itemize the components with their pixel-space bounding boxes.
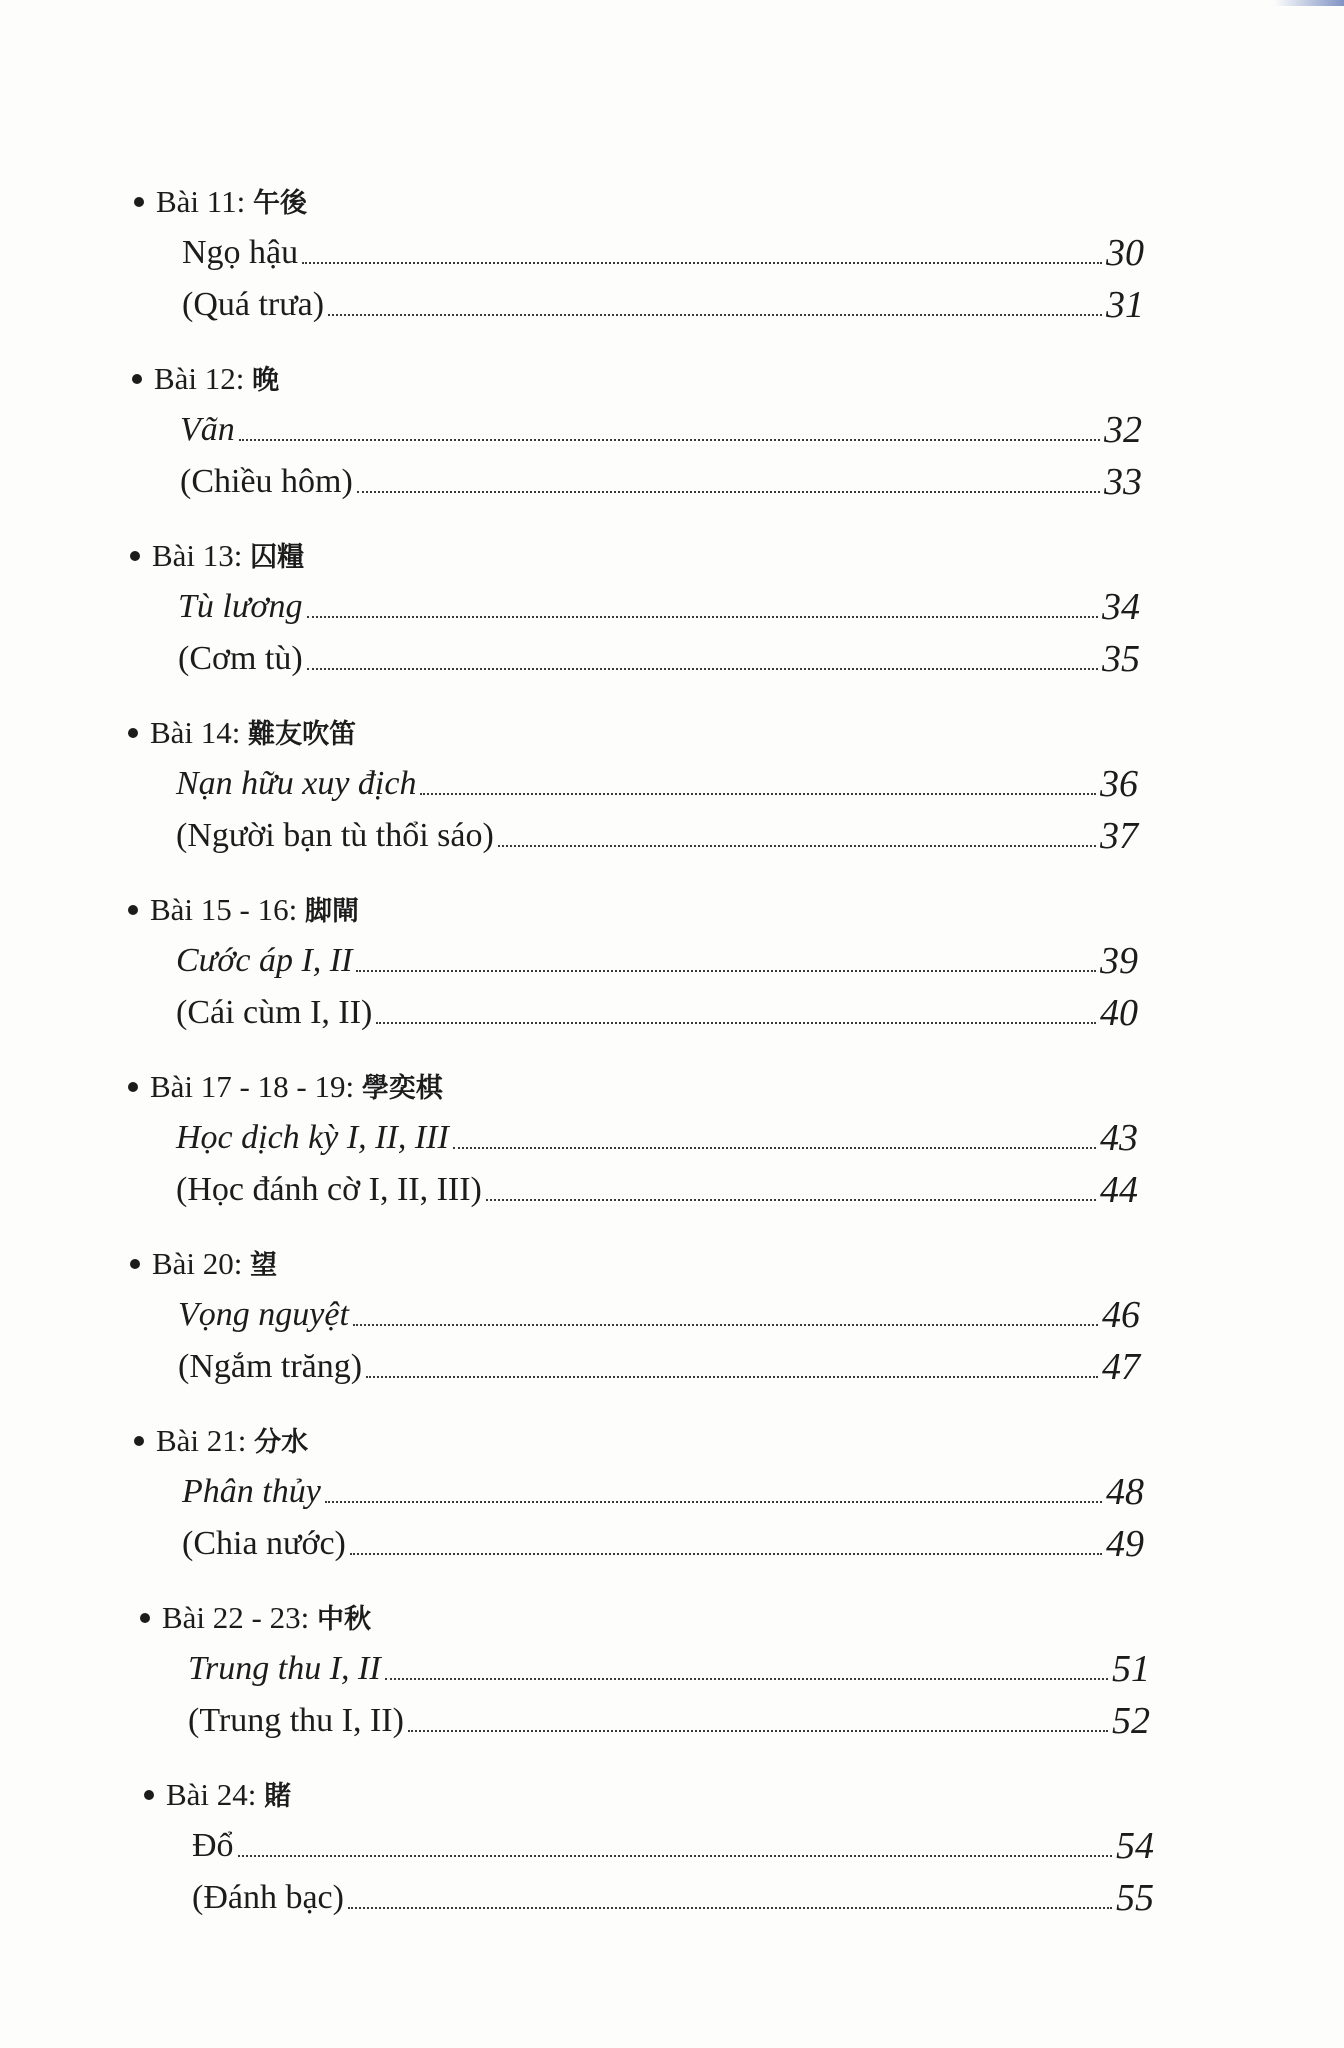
poem-translation: (Đánh bạc)	[192, 1879, 344, 1916]
poem-title: Phân thủy	[182, 1473, 321, 1510]
poem-title: Vãn	[180, 411, 235, 448]
poem-translation: (Trung thu I, II)	[188, 1702, 404, 1739]
dot-leader	[307, 616, 1098, 618]
poem-translation: (Học đánh cờ I, II, III)	[176, 1171, 482, 1208]
dot-leader	[353, 1324, 1098, 1326]
page-number: 36	[1100, 763, 1138, 805]
lesson-number: Bài 17 - 18 - 19:	[150, 1069, 355, 1104]
toc-entry	[140, 1584, 1150, 1761]
toc-line-title[interactable]	[182, 1465, 1144, 1513]
lesson-heading	[130, 1244, 277, 1286]
bullet-icon	[130, 1259, 140, 1269]
poem-title: Nạn hữu xuy địch	[176, 765, 417, 802]
bullet-icon	[144, 1790, 154, 1800]
dot-leader	[350, 1553, 1102, 1555]
lesson-heading	[130, 536, 304, 578]
page-number: 51	[1112, 1648, 1150, 1690]
toc-line-title[interactable]	[176, 1111, 1138, 1159]
lesson-heading	[134, 182, 307, 224]
poem-title: Vọng nguyệt	[178, 1296, 349, 1333]
toc-line-translation[interactable]	[178, 1340, 1140, 1388]
lesson-number: Bài 21:	[156, 1423, 247, 1458]
dot-leader	[486, 1199, 1096, 1201]
bullet-icon	[132, 374, 142, 384]
poem-translation: (Ngắm trăng)	[178, 1348, 363, 1385]
page-number: 39	[1100, 940, 1138, 982]
toc-entry	[130, 522, 1140, 699]
lesson-heading	[140, 1598, 371, 1640]
lesson-number: Bài 13:	[152, 538, 243, 573]
lesson-heading	[128, 1067, 443, 1109]
dot-leader	[498, 845, 1096, 847]
page-number: 34	[1102, 586, 1140, 628]
page-number: 48	[1106, 1471, 1144, 1513]
poem-title: Học dịch kỳ I, II, III	[176, 1119, 449, 1156]
lesson-heading	[128, 713, 356, 755]
toc-line-translation[interactable]	[182, 1517, 1144, 1565]
lesson-number: Bài 22 - 23:	[162, 1600, 310, 1635]
toc-line-title[interactable]	[188, 1642, 1150, 1690]
lesson-hanzi: 午後	[253, 188, 308, 219]
bullet-icon	[134, 1436, 144, 1446]
toc-entry	[132, 345, 1142, 522]
page-number: 47	[1102, 1346, 1140, 1388]
dot-leader	[420, 793, 1096, 795]
dot-leader	[357, 491, 1100, 493]
poem-title: Đổ	[192, 1827, 234, 1864]
toc-line-translation[interactable]	[178, 632, 1140, 680]
lesson-hanzi: 囚糧	[250, 542, 305, 573]
page-number: 49	[1106, 1523, 1144, 1565]
lesson-number: Bài 11:	[156, 184, 246, 219]
page-number: 44	[1100, 1169, 1138, 1211]
toc-entry	[134, 168, 1144, 345]
toc-line-title[interactable]	[178, 1288, 1140, 1336]
dot-leader	[239, 439, 1100, 441]
lesson-hanzi: 晚	[252, 365, 280, 396]
toc-line-translation[interactable]	[188, 1694, 1150, 1742]
lesson-hanzi: 脚閘	[305, 896, 359, 927]
poem-translation: (Cái cùm I, II)	[176, 994, 373, 1031]
lesson-hanzi: 學奕棋	[361, 1073, 443, 1104]
lesson-number: Bài 24:	[166, 1777, 257, 1812]
page-number: 30	[1106, 232, 1144, 274]
page-number: 32	[1104, 409, 1142, 451]
poem-title: Trung thu I, II	[188, 1650, 381, 1687]
bullet-icon	[128, 728, 138, 738]
bullet-icon	[134, 197, 144, 207]
page-number: 31	[1106, 284, 1144, 326]
poem-title: Tù lương	[178, 588, 303, 625]
page-number: 33	[1104, 461, 1142, 503]
dot-leader	[366, 1376, 1098, 1378]
poem-translation: (Chia nước)	[182, 1525, 346, 1562]
dot-leader	[238, 1855, 1112, 1857]
bullet-icon	[128, 905, 138, 915]
dot-leader	[348, 1907, 1112, 1909]
toc-line-title[interactable]	[176, 934, 1138, 982]
table-of-contents	[128, 168, 1154, 1938]
dot-leader	[453, 1147, 1096, 1149]
toc-line-title[interactable]	[180, 403, 1142, 451]
page-number: 43	[1100, 1117, 1138, 1159]
toc-line-title[interactable]	[192, 1819, 1154, 1867]
dot-leader	[376, 1022, 1096, 1024]
toc-line-title[interactable]	[176, 757, 1138, 805]
lesson-hanzi: 望	[250, 1250, 278, 1281]
toc-line-translation[interactable]	[176, 809, 1138, 857]
dot-leader	[307, 668, 1098, 670]
page-number: 40	[1100, 992, 1138, 1034]
lesson-number: Bài 15 - 16:	[150, 892, 298, 927]
poem-translation: (Quá trưa)	[182, 286, 325, 323]
lesson-number: Bài 12:	[154, 361, 245, 396]
poem-title: Ngọ hậu	[182, 234, 299, 271]
page-number: 46	[1102, 1294, 1140, 1336]
bullet-icon	[140, 1613, 150, 1623]
toc-line-translation[interactable]	[180, 455, 1142, 503]
poem-title: Cước áp I, II	[176, 942, 353, 979]
lesson-number: Bài 20:	[152, 1246, 243, 1281]
scan-edge-mark	[1274, 0, 1344, 6]
dot-leader	[408, 1730, 1108, 1732]
toc-entry	[134, 1407, 1144, 1584]
toc-line-translation[interactable]	[182, 278, 1144, 326]
lesson-heading	[134, 1421, 308, 1463]
dot-leader	[325, 1501, 1102, 1503]
poem-translation: (Người bạn tù thổi sáo)	[176, 817, 494, 854]
lesson-number: Bài 14:	[150, 715, 241, 750]
toc-entry	[128, 699, 1138, 876]
page-number: 54	[1116, 1825, 1154, 1867]
toc-entry	[128, 876, 1138, 1053]
toc-entry	[128, 1053, 1138, 1230]
toc-line-translation[interactable]	[176, 986, 1138, 1034]
lesson-hanzi: 難友吹笛	[248, 719, 357, 750]
lesson-heading	[132, 359, 279, 401]
lesson-hanzi: 分水	[254, 1427, 309, 1458]
bullet-icon	[130, 551, 140, 561]
toc-line-translation[interactable]	[192, 1871, 1154, 1919]
lesson-hanzi: 中秋	[317, 1604, 371, 1635]
page-number: 35	[1102, 638, 1140, 680]
dot-leader	[302, 262, 1102, 264]
lesson-heading	[128, 890, 359, 932]
poem-translation: (Cơm tù)	[178, 640, 303, 677]
dot-leader	[328, 314, 1102, 316]
dot-leader	[356, 970, 1096, 972]
toc-line-translation[interactable]	[176, 1163, 1138, 1211]
toc-line-title[interactable]	[178, 580, 1140, 628]
page-number: 37	[1100, 815, 1138, 857]
lesson-hanzi: 賭	[264, 1781, 292, 1812]
page-number: 52	[1112, 1700, 1150, 1742]
dot-leader	[385, 1678, 1108, 1680]
toc-entry	[144, 1761, 1154, 1938]
lesson-heading	[144, 1775, 291, 1817]
toc-line-title[interactable]	[182, 226, 1144, 274]
toc-entry	[130, 1230, 1140, 1407]
bullet-icon	[128, 1082, 138, 1092]
page-number: 55	[1116, 1877, 1154, 1919]
poem-translation: (Chiều hôm)	[180, 463, 353, 500]
